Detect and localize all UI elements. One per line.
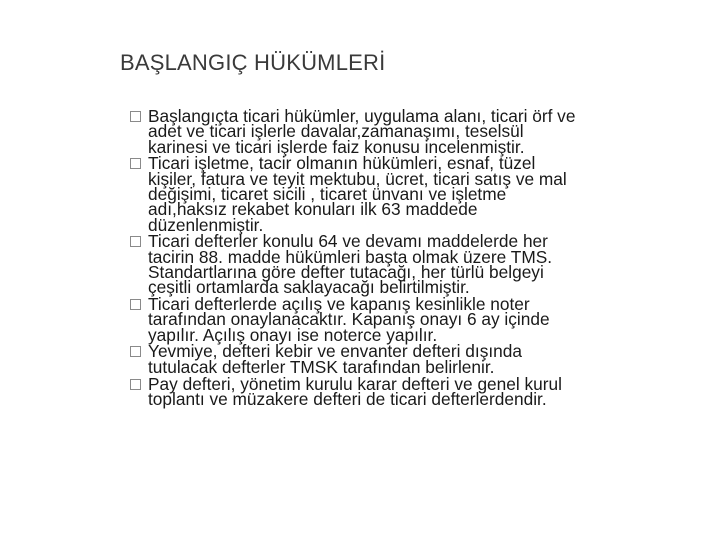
bullet-line: tacirin 88. madde hükümleri başta olmak üzere TMS. — [148, 246, 553, 267]
bullet-line: düzenlenmiştir. — [148, 214, 264, 235]
bullet-line: Ticari işletme, tacir olmanın hükümleri, esnaf, tüzel — [148, 153, 536, 174]
bullet-marker-icon — [130, 158, 141, 169]
bullet-item — [130, 373, 700, 409]
bullet-item — [130, 231, 700, 298]
bullet-line: tutulacak defterler TMSK tarafından belirlenir. — [148, 356, 495, 377]
bullet-line: Yevmiye, defteri kebir ve envanter defteri dışında — [148, 341, 522, 362]
bullet-line: adet ve ticari işlerle davalar,zamanaşımı, teselsül — [148, 121, 524, 142]
bullet-item — [130, 153, 700, 235]
bullet-list — [130, 106, 700, 409]
bullet-item — [130, 106, 700, 157]
bullet-line: kişiler, fatura ve teyit mektubu, ücret, ticari satış ve mal — [148, 168, 567, 189]
bullet-item — [130, 341, 700, 377]
bullet-line: Başlangıçta ticari hükümler, uygulama alanı, ticari örf ve — [148, 106, 576, 126]
bullet-marker-icon — [130, 111, 141, 122]
bullet-line: Ticari defterler konulu 64 ve devamı maddelerde her — [148, 231, 548, 252]
bullet-marker-icon — [130, 346, 141, 357]
bullet-line: çeşitli ortamlarda saklayacağı belirtilmiştir. — [148, 277, 470, 298]
bullet-marker-icon — [130, 299, 141, 310]
bullet-line: yapılır. Açılış onayı ise noterce yapılır. — [148, 324, 438, 345]
bullet-line: karinesi ve ticari işlerde faiz konusu incelenmiştir. — [148, 136, 525, 157]
bullet-line: Pay defteri, yönetim kurulu karar defteri ve genel kurul — [148, 373, 562, 394]
bullet-line: Ticari defterlerde açılış ve kapanış kesinlikle noter — [148, 294, 530, 315]
bullet-line: toplantı ve müzakere defteri de ticari defterlerdendir. — [148, 388, 547, 409]
bullet-marker-icon — [130, 236, 141, 247]
bullet-item — [130, 294, 700, 345]
bullet-line: değişimi, ticaret sicili , ticaret ünvanı ve işletme — [148, 183, 507, 204]
bullet-marker-icon — [130, 379, 141, 390]
bullet-line: tarafından onaylanacaktır. Kapanış onayı 6 ay içinde — [148, 309, 550, 330]
bullet-line: adı,haksız rekabet konuları ilk 63 maddede — [148, 199, 478, 220]
bullet-line: Standartlarına göre defter tutacağı, her türlü belgeyi — [148, 261, 544, 282]
slide-title: BAŞLANGIÇ HÜKÜMLERİ — [120, 50, 386, 75]
